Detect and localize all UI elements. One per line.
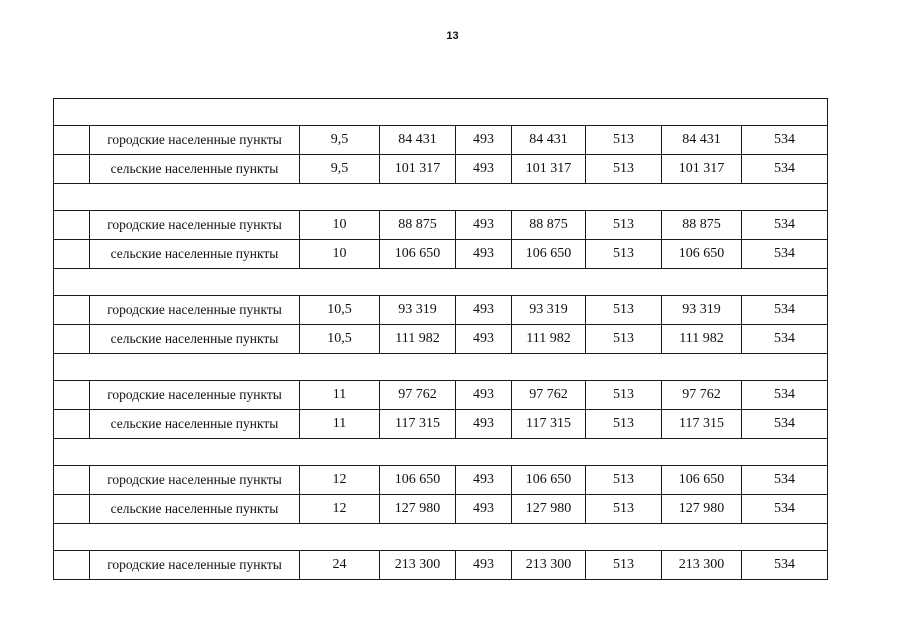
empty-index-cell (54, 155, 90, 184)
table-row (54, 155, 828, 184)
amount-cell-2: 111 982 (512, 325, 586, 354)
table-row (54, 296, 828, 325)
empty-index-cell (54, 211, 90, 240)
group-header-cell (54, 184, 828, 211)
settlement-type-cell: сельские населенные пункты (90, 325, 300, 354)
amount-cell-2: 97 762 (512, 381, 586, 410)
tariff-table (53, 98, 828, 580)
count-cell-3: 534 (742, 410, 828, 439)
count-cell-3: 534 (742, 240, 828, 269)
coefficient-cell: 10,5 (300, 325, 380, 354)
count-cell-3: 534 (742, 211, 828, 240)
amount-cell-3: 93 319 (662, 296, 742, 325)
count-cell-2: 513 (586, 155, 662, 184)
amount-cell-2: 127 980 (512, 495, 586, 524)
group-header-cell (54, 269, 828, 296)
amount-cell-3: 111 982 (662, 325, 742, 354)
amount-cell-1: 213 300 (380, 551, 456, 580)
group-header-row (54, 524, 828, 551)
group-header-row (54, 99, 828, 126)
count-cell-2: 513 (586, 381, 662, 410)
amount-cell-2: 106 650 (512, 466, 586, 495)
amount-cell-3: 213 300 (662, 551, 742, 580)
amount-cell-3: 117 315 (662, 410, 742, 439)
table-row (54, 495, 828, 524)
settlement-type-cell: городские населенные пункты (90, 126, 300, 155)
empty-index-cell (54, 325, 90, 354)
coefficient-cell: 10,5 (300, 296, 380, 325)
count-cell-2: 513 (586, 126, 662, 155)
amount-cell-2: 93 319 (512, 296, 586, 325)
group-header-cell (54, 439, 828, 466)
amount-cell-3: 106 650 (662, 240, 742, 269)
empty-index-cell (54, 240, 90, 269)
coefficient-cell: 9,5 (300, 155, 380, 184)
table-body (54, 99, 828, 580)
group-header-row (54, 184, 828, 211)
table-row (54, 410, 828, 439)
coefficient-cell: 24 (300, 551, 380, 580)
amount-cell-1: 101 317 (380, 155, 456, 184)
count-cell-3: 534 (742, 466, 828, 495)
settlement-type-cell: сельские населенные пункты (90, 240, 300, 269)
count-cell-1: 493 (456, 126, 512, 155)
count-cell-1: 493 (456, 410, 512, 439)
count-cell-2: 513 (586, 211, 662, 240)
coefficient-cell: 11 (300, 410, 380, 439)
count-cell-2: 513 (586, 551, 662, 580)
empty-index-cell (54, 495, 90, 524)
amount-cell-1: 93 319 (380, 296, 456, 325)
count-cell-3: 534 (742, 126, 828, 155)
amount-cell-1: 88 875 (380, 211, 456, 240)
settlement-type-cell: сельские населенные пункты (90, 410, 300, 439)
amount-cell-3: 88 875 (662, 211, 742, 240)
amount-cell-2: 88 875 (512, 211, 586, 240)
table-row (54, 240, 828, 269)
group-header-row (54, 439, 828, 466)
coefficient-cell: 11 (300, 381, 380, 410)
table-row (54, 126, 828, 155)
amount-cell-1: 111 982 (380, 325, 456, 354)
table-row (54, 466, 828, 495)
table-row (54, 381, 828, 410)
amount-cell-3: 84 431 (662, 126, 742, 155)
empty-index-cell (54, 466, 90, 495)
amount-cell-1: 117 315 (380, 410, 456, 439)
table-row (54, 551, 828, 580)
settlement-type-cell: городские населенные пункты (90, 211, 300, 240)
page-number: 13 (446, 30, 459, 42)
count-cell-1: 493 (456, 240, 512, 269)
count-cell-3: 534 (742, 325, 828, 354)
empty-index-cell (54, 381, 90, 410)
amount-cell-3: 106 650 (662, 466, 742, 495)
amount-cell-2: 84 431 (512, 126, 586, 155)
settlement-type-cell: городские населенные пункты (90, 551, 300, 580)
count-cell-2: 513 (586, 296, 662, 325)
empty-index-cell (54, 296, 90, 325)
group-header-row (54, 354, 828, 381)
settlement-type-cell: городские населенные пункты (90, 466, 300, 495)
amount-cell-3: 101 317 (662, 155, 742, 184)
count-cell-3: 534 (742, 495, 828, 524)
count-cell-3: 534 (742, 381, 828, 410)
count-cell-2: 513 (586, 495, 662, 524)
amount-cell-2: 213 300 (512, 551, 586, 580)
coefficient-cell: 9,5 (300, 126, 380, 155)
count-cell-1: 493 (456, 155, 512, 184)
amount-cell-2: 117 315 (512, 410, 586, 439)
empty-index-cell (54, 410, 90, 439)
amount-cell-1: 127 980 (380, 495, 456, 524)
amount-cell-2: 101 317 (512, 155, 586, 184)
settlement-type-cell: сельские населенные пункты (90, 155, 300, 184)
amount-cell-2: 106 650 (512, 240, 586, 269)
table-row (54, 325, 828, 354)
coefficient-cell: 12 (300, 495, 380, 524)
settlement-type-cell: городские населенные пункты (90, 296, 300, 325)
empty-index-cell (54, 551, 90, 580)
count-cell-1: 493 (456, 381, 512, 410)
group-header-row (54, 269, 828, 296)
group-header-cell (54, 524, 828, 551)
settlement-type-cell: сельские населенные пункты (90, 495, 300, 524)
count-cell-3: 534 (742, 296, 828, 325)
amount-cell-1: 84 431 (380, 126, 456, 155)
group-header-cell (54, 354, 828, 381)
count-cell-2: 513 (586, 410, 662, 439)
amount-cell-1: 106 650 (380, 466, 456, 495)
count-cell-1: 493 (456, 466, 512, 495)
count-cell-2: 513 (586, 466, 662, 495)
amount-cell-1: 97 762 (380, 381, 456, 410)
table-row (54, 211, 828, 240)
empty-index-cell (54, 126, 90, 155)
count-cell-1: 493 (456, 325, 512, 354)
group-header-cell (54, 99, 828, 126)
count-cell-1: 493 (456, 296, 512, 325)
amount-cell-1: 106 650 (380, 240, 456, 269)
coefficient-cell: 10 (300, 211, 380, 240)
settlement-type-cell: городские населенные пункты (90, 381, 300, 410)
amount-cell-3: 97 762 (662, 381, 742, 410)
count-cell-1: 493 (456, 495, 512, 524)
count-cell-1: 493 (456, 211, 512, 240)
count-cell-2: 513 (586, 240, 662, 269)
count-cell-2: 513 (586, 325, 662, 354)
coefficient-cell: 12 (300, 466, 380, 495)
count-cell-3: 534 (742, 155, 828, 184)
count-cell-1: 493 (456, 551, 512, 580)
count-cell-3: 534 (742, 551, 828, 580)
amount-cell-3: 127 980 (662, 495, 742, 524)
coefficient-cell: 10 (300, 240, 380, 269)
